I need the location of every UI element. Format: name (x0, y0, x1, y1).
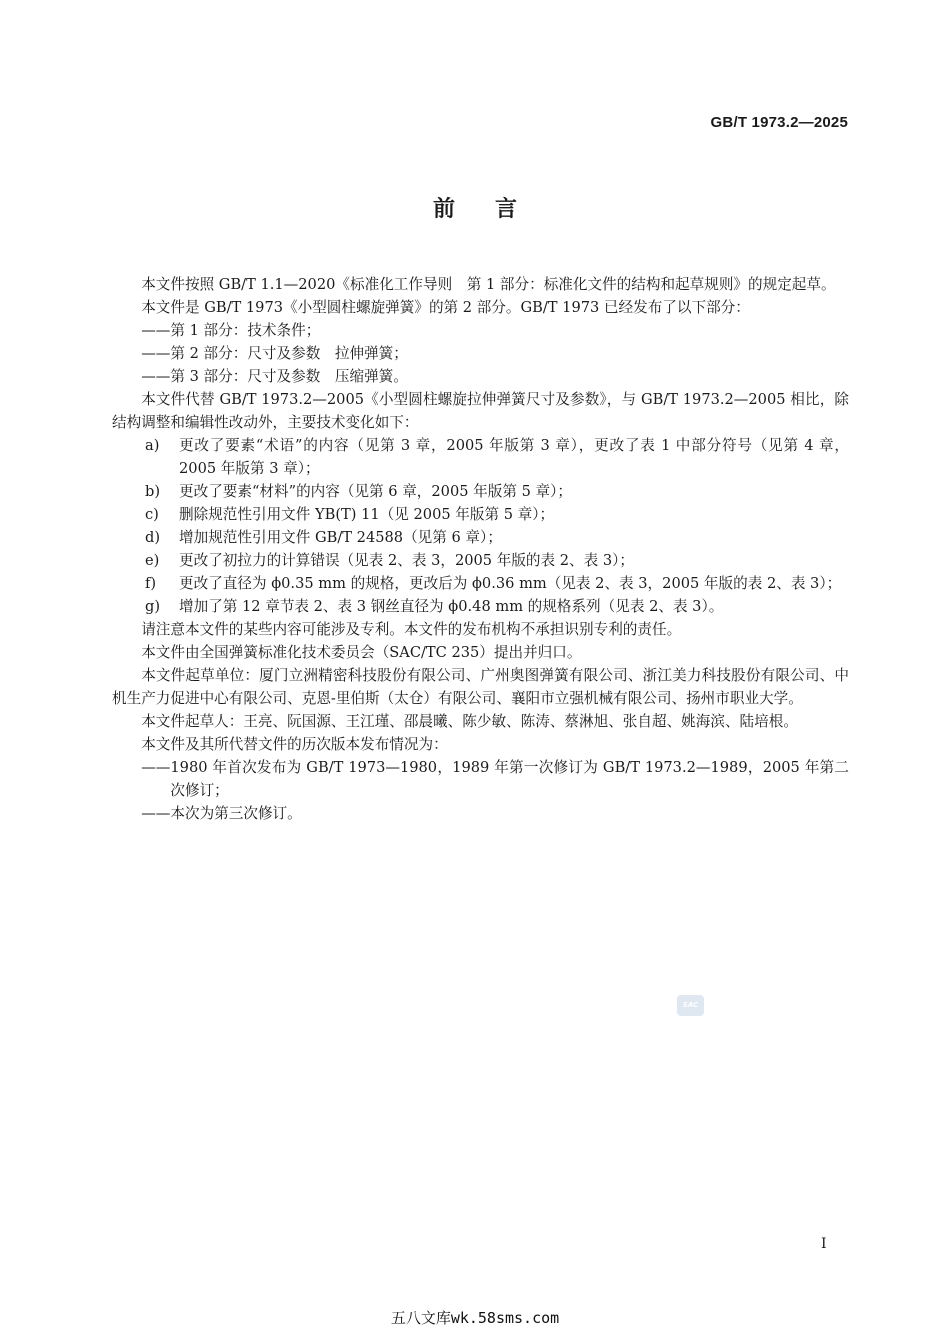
paragraph-drafting-units: 本文件起草单位：厦门立洲精密科技股份有限公司、广州奥图弹簧有限公司、浙江美力科技股份有限公司、中机生产力促进中心有限公司、克恩-里伯斯（太仓）有限公司、襄阳市立强机械有限公司、扬州市职业大学。 (112, 667, 849, 707)
change-text: 更改了要素“术语”的内容（见第 3 章，2005 年版第 3 章），更改了表 1 中部分符号（见第 4 章，2005 年版第 3 章）； (179, 437, 849, 477)
standard-code: GB/T 1973.2—2025 (710, 114, 848, 131)
paragraph-replacement: 本文件代替 GB/T 1973.2—2005《小型圆柱螺旋拉伸弹簧尺寸及参数》，与 GB/T 1973.2—2005 相比，除结构调整和编辑性改动外，主要技术变化如下： (112, 391, 849, 431)
paragraph-drafters: 本文件起草人：王亮、阮国源、王江瑾、邵晨曦、陈少敏、陈涛、蔡淋旭、张自超、姚海滨、陆培根。 (141, 713, 798, 730)
change-marker: f) (145, 575, 157, 592)
foreword-body (112, 273, 849, 825)
change-marker: g) (145, 598, 161, 615)
paragraph-drafting-rules: 本文件按照 GB/T 1.1—2020《标准化工作导则 第 1 部分：标准化文件的结构和起草规则》的规定起草。 (141, 276, 836, 293)
change-item-d (112, 526, 849, 549)
list-item-part-3: ——第 3 部分：尺寸及参数 压缩弹簧。 (141, 368, 408, 385)
change-marker: e) (145, 552, 160, 569)
page-number: I (821, 1236, 827, 1252)
change-text: 增加规范性引用文件 GB/T 24588（见第 6 章）； (179, 529, 502, 546)
paragraph-series-intro: 本文件是 GB/T 1973《小型圆柱螺旋弹簧》的第 2 部分。GB/T 1973 已经发布了以下部分： (141, 299, 750, 316)
footer-watermark: 五八文库wk.58sms.com (390, 1309, 560, 1327)
change-marker: a) (145, 437, 160, 454)
change-text: 更改了直径为 ϕ0.35 mm 的规格，更改后为 ϕ0.36 mm（见表 2、表 3，2005 年版的表 2、表 3）； (179, 575, 842, 592)
change-item-g (112, 595, 849, 618)
list-item-history-1: ——1980 年首次发布为 GB/T 1973—1980，1989 年第一次修订为 GB/T 1973.2—1989，2005 年第二次修订； (141, 759, 849, 799)
page-title: 前言 (432, 197, 557, 222)
sac-logo: SAC (677, 995, 704, 1016)
change-text: 删除规范性引用文件 YB(T) 11（见 2005 年版第 5 章）； (179, 506, 555, 523)
change-item-c (112, 503, 849, 526)
change-item-a (112, 434, 849, 480)
list-item-part-1: ——第 1 部分：技术条件； (141, 322, 321, 339)
list-item-history-2: ——本次为第三次修订。 (141, 805, 302, 822)
paragraph-history-intro: 本文件及其所代替文件的历次版本发布情况为： (141, 736, 448, 753)
change-item-f (112, 572, 849, 595)
paragraph-patent-notice: 请注意本文件的某些内容可能涉及专利。本文件的发布机构不承担识别专利的责任。 (141, 621, 682, 638)
change-marker: c) (145, 506, 159, 523)
change-marker: d) (145, 529, 161, 546)
paragraph-proposer: 本文件由全国弹簧标准化技术委员会（SAC/TC 235）提出并归口。 (141, 644, 582, 661)
change-text: 更改了要素“材料”的内容（见第 6 章，2005 年版第 5 章）； (179, 483, 572, 500)
list-item-part-2: ——第 2 部分：尺寸及参数 拉伸弹簧； (141, 345, 408, 362)
change-item-b (112, 480, 849, 503)
change-item-e (112, 549, 849, 572)
change-text: 增加了第 12 章节表 2、表 3 钢丝直径为 ϕ0.48 mm 的规格系列（见表 2、表 3）。 (179, 598, 724, 615)
change-marker: b) (145, 483, 161, 500)
change-text: 更改了初拉力的计算错误（见表 2、表 3，2005 年版的表 2、表 3）； (179, 552, 635, 569)
